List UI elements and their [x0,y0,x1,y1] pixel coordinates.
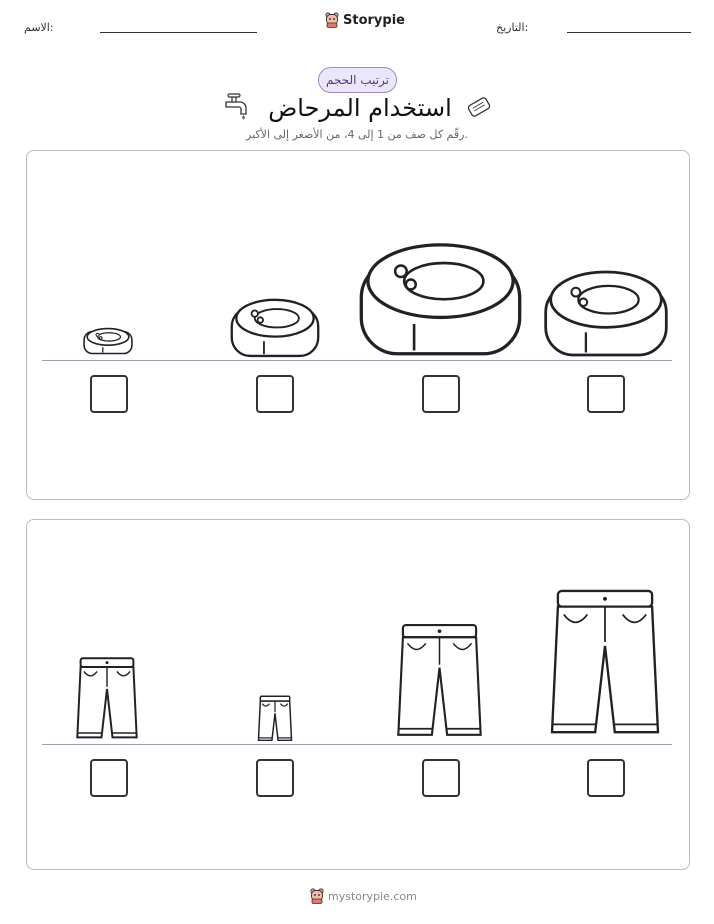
bear-logo-icon [325,12,339,28]
soap-largest [358,231,523,361]
bear-logo-icon [310,888,324,904]
name-line[interactable] [100,32,257,33]
answer-box[interactable] [256,759,294,797]
soap-icon [466,96,492,118]
soap-small [82,320,134,360]
answer-box[interactable] [256,375,294,413]
pants-medium [73,656,141,744]
category-tag: ترتيب الحجم [318,67,397,93]
date-line[interactable] [567,32,691,33]
soap-medium [229,293,321,360]
faucet-icon [222,92,252,120]
soap-baseline [42,360,672,361]
answer-box[interactable] [587,759,625,797]
footer [310,888,417,904]
pants-baseline [42,744,672,745]
pants-largest [543,587,667,744]
date-label: التاريخ: [496,21,529,34]
worksheet-title: استخدام المرحاض [268,94,452,122]
answer-box[interactable] [587,375,625,413]
soap-large [543,262,669,360]
pants-smallest [255,695,295,744]
pants-large [392,622,487,744]
footer-website[interactable]: mystorypie.com [328,889,417,903]
brand-name: Storypie [343,12,405,28]
answer-box[interactable] [90,375,128,413]
answer-box[interactable] [90,759,128,797]
name-label: الاسم: [24,21,54,34]
brand-logo [325,12,405,28]
answer-box[interactable] [422,375,460,413]
answer-box[interactable] [422,759,460,797]
instruction-text: رقّم كل صف من 1 إلى 4، من الأصغر إلى الأكبر. [246,128,468,141]
